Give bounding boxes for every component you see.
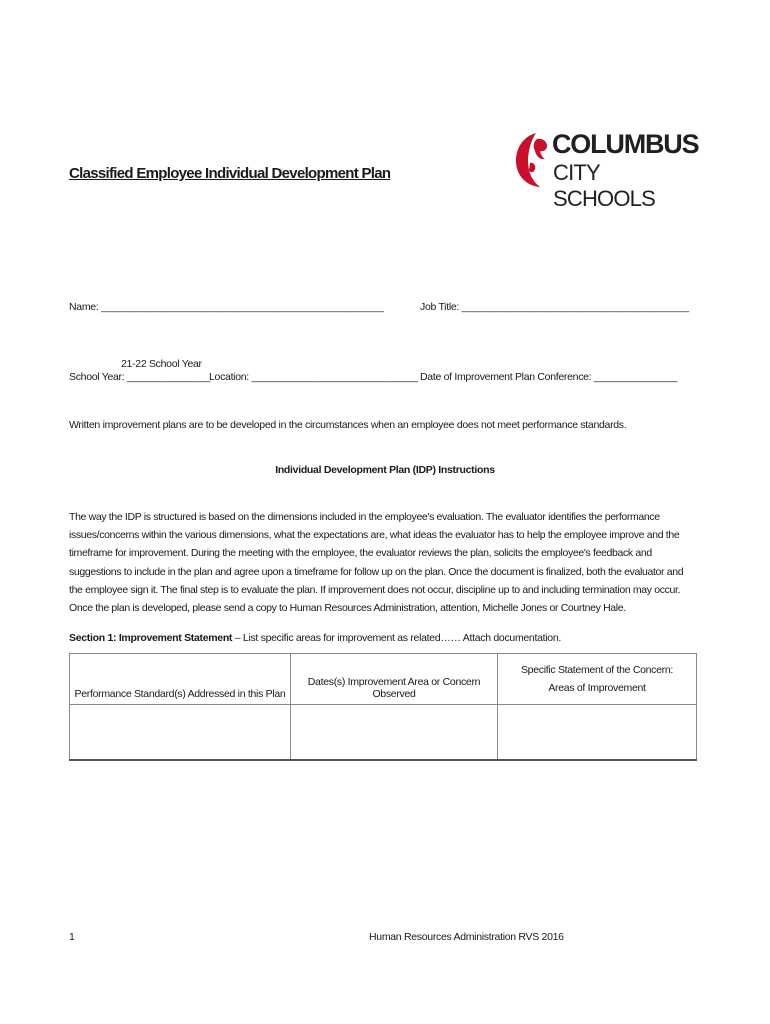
job-title-field[interactable] (420, 301, 689, 313)
instructions-paragraph: The way the IDP is structured is based on the dimensions included in the employee's evaluation. The evaluator identifies the performance issues/concerns within the various dimensions, what the expectations are, what ideas the evaluator has to help the employee improve and the timeframe for improvement. During the meeting with the employee, the evaluator reviews the plan, solicits the employee's feedback and suggestions to include in the plan and agree upon a timeframe for follow up on the plan. Once the document is finalized, both the evaluator and the employee sign it. The final step is to evaluate the plan. If improvement does not occur, discipline up to and including termination may occur. Once the plan is developed, please send a copy to Human Resources Administration, attention, Michelle Jones or Courtney Hale. (69, 511, 684, 615)
improvement-table (69, 653, 697, 761)
table-header-cell: Dates(s) Improvement Area or Concern Observed (291, 654, 498, 705)
conference-date-label: Date of Improvement Plan Conference: (420, 371, 592, 383)
section-1-description: – List specific areas for improvement as related…… Attach documentation. (232, 632, 561, 644)
columbus-city-schools-logo (514, 129, 699, 211)
location-field[interactable] (209, 371, 418, 383)
table-header-cell: Performance Standard(s) Addressed in this Plan (70, 654, 291, 705)
section-1-heading (69, 632, 561, 644)
location-label: Location: (209, 371, 249, 383)
conference-date-field[interactable] (420, 371, 677, 383)
school-year-label: School Year: (69, 371, 125, 383)
location-line: ______________________________ (251, 371, 418, 383)
name-line: ___________________________________________________ (101, 301, 384, 313)
job-title-label: Job Title: (420, 301, 460, 313)
table-header-row (70, 654, 697, 705)
document-title: Classified Employee Individual Development Plan (69, 165, 391, 182)
performance-standard-cell[interactable] (70, 705, 291, 761)
instructions-heading: Individual Development Plan (IDP) Instructions (275, 464, 495, 476)
logo-line-1: COLUMBUS (552, 129, 699, 159)
job-title-line: _________________________________________ (461, 301, 689, 313)
school-year-value: 21-22 School Year (121, 358, 202, 370)
date-observed-cell[interactable] (291, 705, 498, 761)
table-header-cell: Specific Statement of the Concern: Areas of Improvement (498, 654, 697, 705)
conference-date-line: _______________ (593, 371, 678, 383)
school-year-field[interactable] (69, 371, 210, 383)
page-number: 1 (69, 931, 75, 943)
section-1-label: Section 1: (69, 632, 117, 644)
table-row (70, 705, 697, 761)
section-1-title: Improvement Statement (118, 632, 233, 644)
school-year-line: _______________ (127, 371, 211, 383)
name-label: Name: (69, 301, 99, 313)
logo-line-2: CITY SCHOOLS (553, 160, 655, 211)
footer-credit: Human Resources Administration RVS 2016 (369, 931, 564, 943)
columbus-logo-mark-icon (514, 129, 550, 189)
name-field[interactable] (69, 301, 384, 313)
concern-statement-cell[interactable] (498, 705, 697, 761)
intro-text: Written improvement plans are to be developed in the circumstances when an employee does not meet performance standards. (69, 419, 627, 431)
